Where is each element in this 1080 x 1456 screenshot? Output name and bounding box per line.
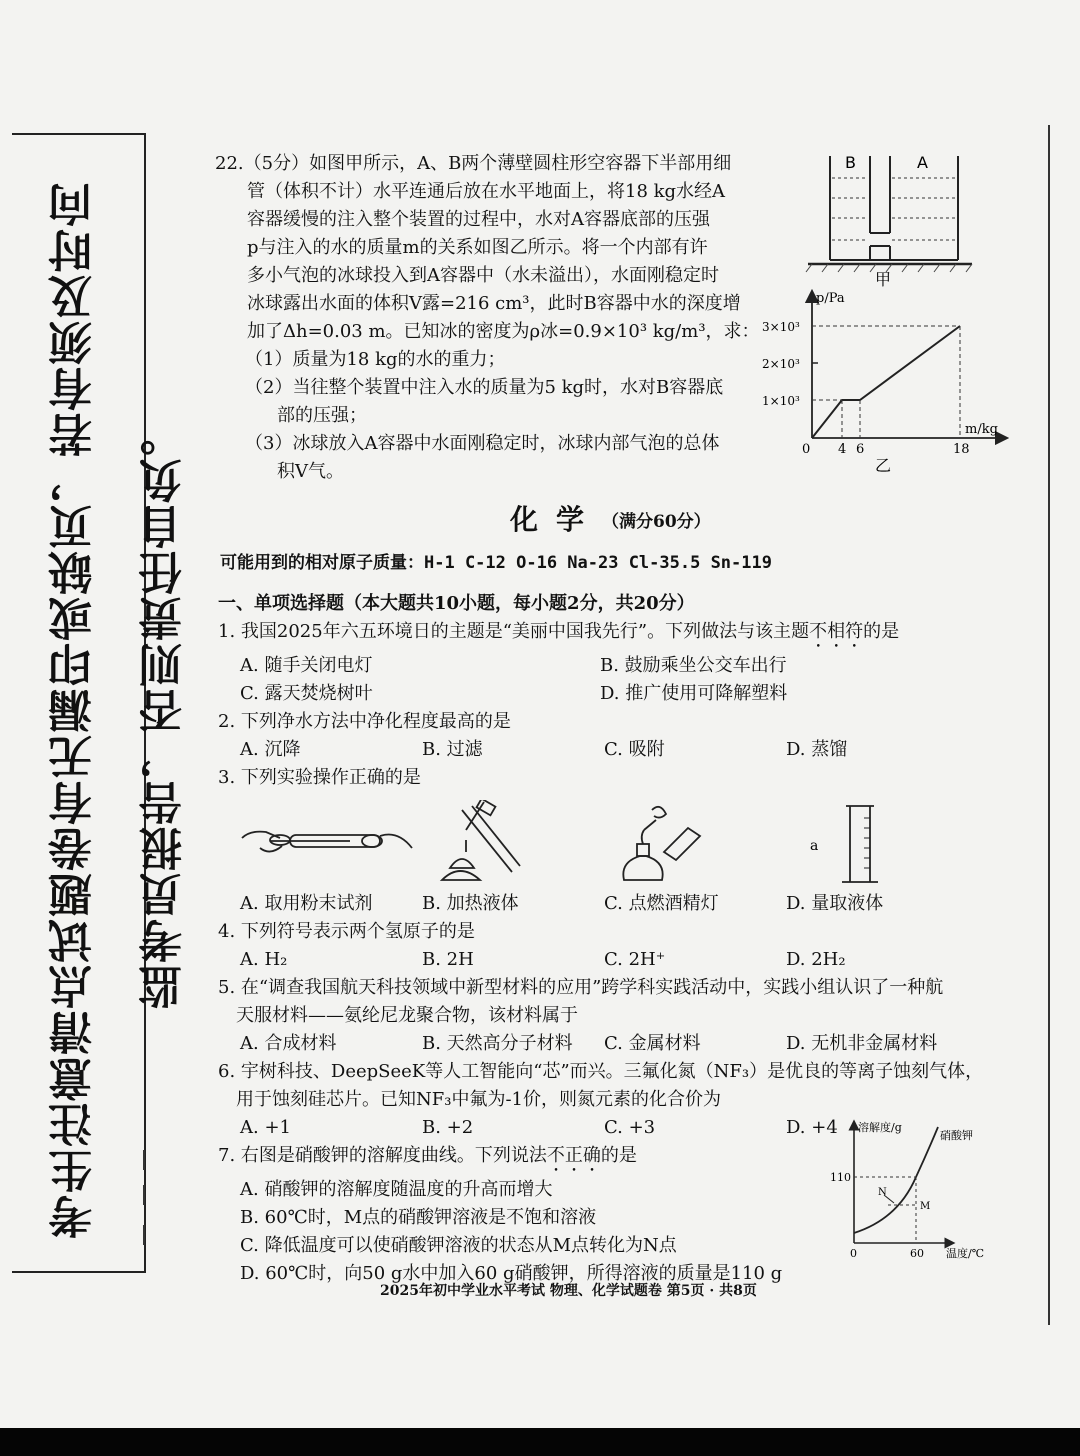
q1-stem-text: 1. 我国2025年六五环境日的主题是“美丽中国我先行”。下列做法与该主题 bbox=[218, 621, 810, 642]
solubility-curve bbox=[828, 1115, 1008, 1265]
section-heading: 一、单项选择题（本大题共10小题，每小题2分，共20分） bbox=[218, 593, 695, 614]
q6-stem-cont: 用于蚀刻硅芯片。已知NF₃中氟为-1价，则氮元素的化合价为 bbox=[236, 1089, 721, 1110]
figure-yi bbox=[760, 288, 1010, 478]
q3-option-b: B. 加热液体 bbox=[422, 893, 519, 914]
q1-option-c: C. 露天焚烧树叶 bbox=[240, 683, 373, 704]
q3-fig-b bbox=[422, 800, 604, 890]
alcohol-lamp-icon bbox=[604, 800, 784, 890]
chemistry-full-score: （满分60分） bbox=[602, 512, 711, 532]
q3-fig-c bbox=[604, 800, 786, 890]
q7-option-c: C. 降低温度可以使硝酸钾溶液的状态从M点转化为N点 bbox=[240, 1235, 677, 1256]
containers-diagram bbox=[800, 148, 980, 288]
q7-stem-end: 的是 bbox=[600, 1145, 637, 1166]
q7-option-b: B. 60℃时，M点的硝酸钾溶液是不饱和溶液 bbox=[240, 1207, 597, 1228]
q1-option-a: A. 随手关闭电灯 bbox=[240, 655, 373, 676]
q2-options bbox=[218, 736, 1018, 764]
q5-option-d: D. 无机非金属材料 bbox=[786, 1033, 938, 1054]
binding-line bbox=[1048, 125, 1050, 1325]
sol-y-tick: 110 bbox=[830, 1171, 851, 1184]
q6-option-a: A. +1 bbox=[240, 1117, 291, 1138]
tick-mark bbox=[143, 1150, 145, 1170]
q2-option-b: B. 过滤 bbox=[422, 739, 483, 760]
q2-option-c: C. 吸附 bbox=[604, 739, 665, 760]
q7-option-d: D. 60℃时，向50 g水中加入60 g硝酸钾，所得溶液的质量是110 g bbox=[240, 1263, 783, 1284]
tick-mark bbox=[143, 1225, 145, 1245]
label-a: A bbox=[917, 153, 928, 172]
q4-option-a: A. H₂ bbox=[240, 949, 288, 970]
question-22 bbox=[215, 150, 775, 486]
q1-options bbox=[218, 680, 1018, 708]
pressure-mass-graph bbox=[760, 288, 1010, 478]
q6-option-d: D. +4 bbox=[786, 1117, 838, 1138]
q22-sub3-cont: 积V气。 bbox=[277, 461, 344, 482]
sol-point-m: M bbox=[920, 1201, 931, 1212]
q22-line: 加了Δh=0.03 m。已知冰的密度为ρ冰=0.9×10³ kg/m³，求： bbox=[247, 321, 760, 342]
q22-sub2-cont: 部的压强； bbox=[277, 405, 367, 426]
q5-stem: 5. 在“调查我国航天科技领域中新型材料的应用”跨学科实践活动中，实践小组认识了一种航 bbox=[218, 977, 944, 998]
y-tick: 3×10³ bbox=[762, 320, 800, 334]
caption-yi: 乙 bbox=[875, 456, 892, 475]
q22-sub3: （3）冰球放入A容器中水面刚稳定时，冰球内部气泡的总体 bbox=[245, 433, 720, 454]
q5-options bbox=[218, 1030, 1018, 1058]
q1-options bbox=[218, 652, 1018, 680]
heating-liquid-icon bbox=[422, 800, 602, 890]
q3-options bbox=[218, 890, 1018, 918]
q5-option-a: A. 合成材料 bbox=[240, 1033, 337, 1054]
graduated-cylinder-icon bbox=[786, 800, 966, 890]
q1-option-b: B. 鼓励乘坐公交车出行 bbox=[600, 655, 787, 676]
sol-point-n: N bbox=[878, 1187, 887, 1198]
q3-option-d: D. 量取液体 bbox=[786, 893, 884, 914]
q22-line: 多小气泡的冰球投入到A容器中（水未溢出），水面刚稳定时 bbox=[247, 265, 719, 286]
q3-option-c: C. 点燃酒精灯 bbox=[604, 893, 719, 914]
q22-line: 22.（5分）如图甲所示，A、B两个薄壁圆柱形空容器下半部用细 bbox=[215, 153, 732, 174]
q6-stem: 6. 宇树科技、DeepSeeK等人工智能向“芯”而兴。三氟化氮（NF₃）是优良的等离子蚀刻气体， bbox=[218, 1061, 984, 1082]
q3-fig-a bbox=[240, 800, 422, 890]
q3-option-a: A. 取用粉末试剂 bbox=[240, 893, 373, 914]
q22-sub2: （2）当往整个装置中注入水的质量为5 kg时，水对B容器底 bbox=[245, 377, 724, 398]
q7-option-a: A. 硝酸钾的溶解度随温度的升高而增大 bbox=[240, 1179, 553, 1200]
x-tick: 0 bbox=[802, 442, 811, 457]
label-b: B bbox=[845, 153, 856, 172]
y-axis-label: p/Pa bbox=[816, 291, 845, 306]
q4-stem: 4. 下列符号表示两个氢原子的是 bbox=[218, 921, 475, 942]
q2-stem: 2. 下列净水方法中净化程度最高的是 bbox=[218, 711, 511, 732]
atomic-masses: 可能用到的相对原子质量：H-1 C-12 O-16 Na-23 Cl-35.5 Sn-119 bbox=[220, 553, 772, 573]
x-tick: 18 bbox=[953, 442, 970, 457]
q6-option-c: C. +3 bbox=[604, 1117, 656, 1138]
chemistry-title: 化学 bbox=[510, 503, 603, 536]
q22-sub1: （1）质量为18 kg的水的重力； bbox=[245, 349, 506, 370]
x-axis-label: m/kg bbox=[965, 422, 998, 437]
sol-y-axis: 溶解度/g bbox=[858, 1121, 902, 1134]
q6-option-b: B. +2 bbox=[422, 1117, 474, 1138]
q1-stem bbox=[218, 618, 1018, 652]
scan-edge bbox=[0, 1428, 1080, 1456]
x-tick: 4 bbox=[838, 442, 847, 457]
sol-x-tick: 60 bbox=[910, 1247, 924, 1260]
figure-solubility bbox=[828, 1115, 1008, 1265]
q22-line: 管（体积不计）水平连通后放在水平地面上，将18 kg水经A bbox=[247, 181, 726, 202]
y-tick: 1×10³ bbox=[762, 394, 800, 408]
figure-jia bbox=[800, 148, 980, 288]
q1-stem-end: 的是 bbox=[863, 621, 900, 642]
q22-line: p与注入的水的质量m的关系如图乙所示。将一个内部有许 bbox=[247, 237, 708, 258]
sol-curve-label: 硝酸钾 bbox=[940, 1129, 973, 1142]
sol-x-tick: 0 bbox=[850, 1247, 857, 1260]
q4-option-c: C. 2H⁺ bbox=[604, 949, 666, 970]
q3-figures bbox=[240, 800, 1018, 890]
q1-emphasis: 不相符 bbox=[809, 621, 864, 642]
test-tube-powder-icon bbox=[240, 800, 420, 890]
q3-stem: 3. 下列实验操作正确的是 bbox=[218, 767, 421, 788]
page-footer: 2025年初中学业水平考试 物理、化学试题卷 第5页 · 共8页 bbox=[380, 1283, 757, 1299]
q4-options bbox=[218, 946, 1018, 974]
caption-jia: 甲 bbox=[875, 270, 892, 288]
q5-option-b: B. 天然高分子材料 bbox=[422, 1033, 573, 1054]
sol-x-axis: 温度/℃ bbox=[946, 1247, 985, 1260]
q2-option-a: A. 沉降 bbox=[240, 739, 301, 760]
q5-stem-cont: 天服材料——氨纶尼龙聚合物，该材料属于 bbox=[236, 1005, 578, 1026]
q22-line: 冰球露出水面的体积V露=216 cm³，此时B容器中水的深度增 bbox=[247, 293, 741, 314]
q3-d-mark: a bbox=[810, 838, 819, 854]
x-tick: 6 bbox=[856, 442, 865, 457]
q22-line: 容器缓慢的注入整个装置的过程中，水对A容器底部的压强 bbox=[247, 209, 710, 230]
q1-option-d: D. 推广使用可降解塑料 bbox=[600, 683, 788, 704]
q4-option-b: B. 2H bbox=[422, 949, 474, 970]
side-notice: 考生注意清点试题卷有无漏印或缺页，若有须及时向监考员报告，否则责任自负。 bbox=[49, 181, 190, 1239]
y-tick: 2×10³ bbox=[762, 357, 800, 371]
q4-option-d: D. 2H₂ bbox=[786, 949, 846, 970]
q7-stem-text: 7. 右图是硝酸钾的溶解度曲线。下列说法 bbox=[218, 1145, 547, 1166]
q5-option-c: C. 金属材料 bbox=[604, 1033, 701, 1054]
tick-mark bbox=[143, 1185, 145, 1205]
q3-fig-d bbox=[786, 800, 968, 890]
q2-option-d: D. 蒸馏 bbox=[786, 739, 848, 760]
q7-emphasis: 不正确 bbox=[546, 1145, 601, 1166]
